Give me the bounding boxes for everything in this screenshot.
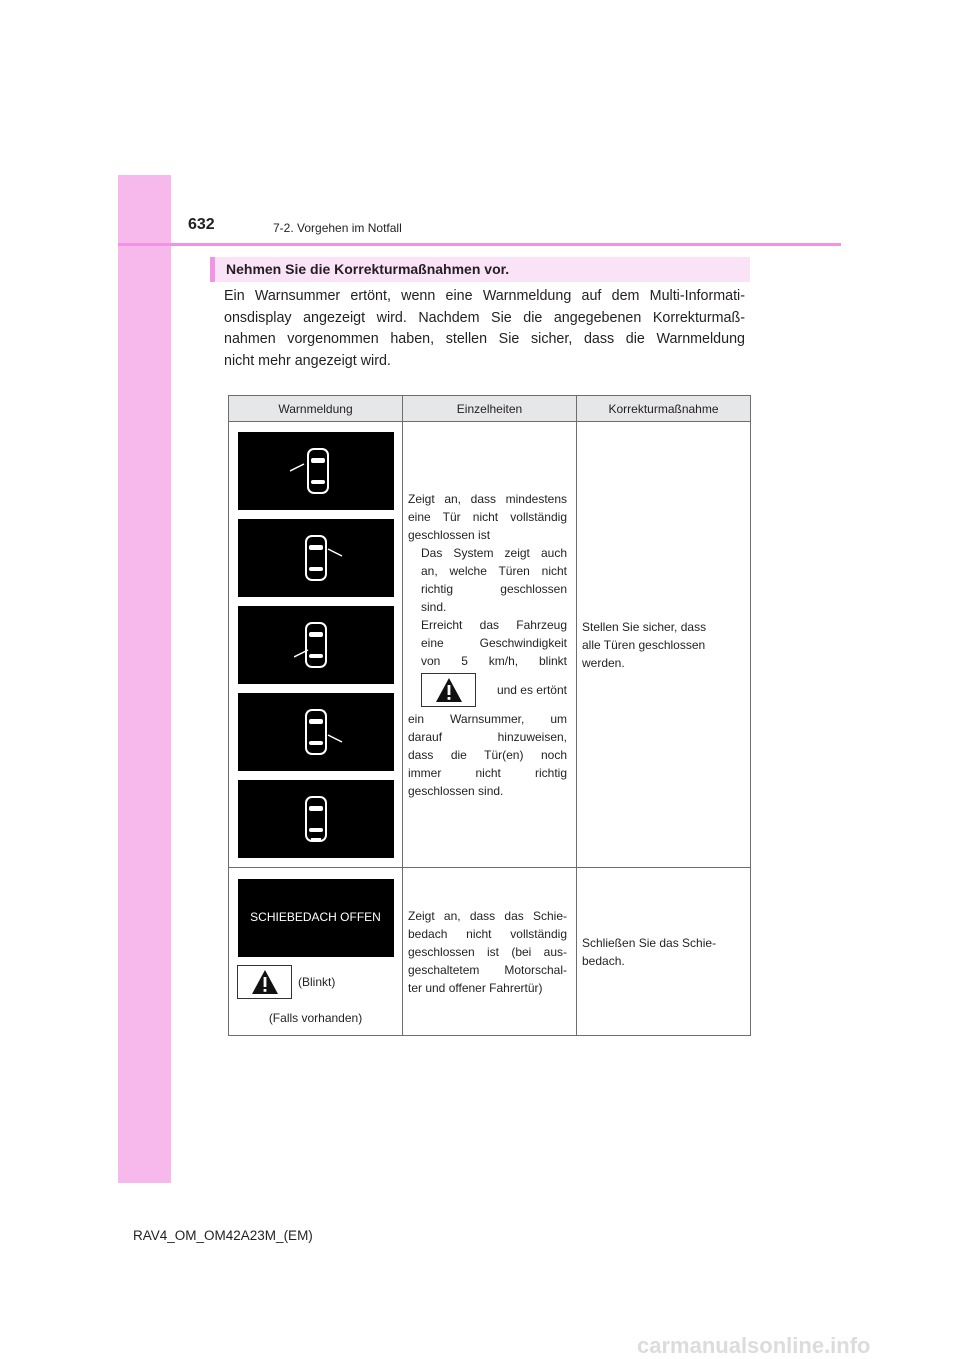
intro-line: onsdisplay angezeigt wird. Nachdem Sie die angegebenen Korrekturmaß- <box>224 309 745 326</box>
car-rear-left-door-icon <box>304 622 328 668</box>
detail-line: richtig geschlossen <box>421 581 567 596</box>
detail-line: eine Geschwindigkeit <box>421 635 567 650</box>
action-line: Stellen Sie sicher, dass <box>582 619 707 634</box>
door-open-screen <box>238 606 394 684</box>
detail-line: von 5 km/h, blinkt <box>421 653 567 668</box>
detail-line: geschlossen ist <box>408 527 491 542</box>
table-header-row <box>229 396 751 422</box>
action-line: bedach. <box>582 953 625 968</box>
open-door-line-icon <box>326 547 346 557</box>
detail-line: an, welche Türen nicht <box>421 563 567 578</box>
optional-label: (Falls vorhanden) <box>268 1011 363 1025</box>
side-tab <box>118 175 171 1183</box>
header-rule <box>118 243 841 246</box>
door-open-screen <box>238 693 394 771</box>
car-front-right-door-icon <box>304 535 328 581</box>
detail-line: Zeigt an, dass mindestens <box>408 491 567 506</box>
details-cell <box>403 422 577 868</box>
detail-line: Das System zeigt auch <box>421 545 567 560</box>
action-cell <box>577 422 751 868</box>
car-back-door-icon <box>304 796 328 842</box>
detail-line: geschaltetem Motorschal- <box>408 962 567 977</box>
action-cell <box>577 868 751 1036</box>
detail-line: eine Tür nicht vollständig <box>408 509 567 524</box>
col-header: Einzelheiten <box>403 396 577 422</box>
detail-line: Erreicht das Fahrzeug <box>421 617 567 632</box>
col-header: Warnmeldung <box>229 396 403 422</box>
section-title: 7-2. Vorgehen im Notfall <box>273 221 402 235</box>
watermark: carmanualsonline.info <box>637 1333 871 1358</box>
page-number: 632 <box>188 216 215 233</box>
car-rear-right-door-icon <box>304 709 328 755</box>
detail-line: bedach nicht vollständig <box>408 926 567 941</box>
intro-line: nahmen vorgenommen haben, stellen Sie sicher, dass die Warnmeldung <box>224 331 745 347</box>
intro-paragraph <box>224 286 745 372</box>
detail-line: Zeigt an, dass das Schie- <box>408 908 567 923</box>
door-open-screen <box>238 432 394 510</box>
table-row <box>229 422 751 868</box>
warning-cell <box>229 868 403 1036</box>
master-warning-icon <box>237 965 292 999</box>
detail-line: immer nicht richtig <box>408 765 567 780</box>
master-warning-icon <box>421 673 476 707</box>
intro-line: Ein Warnsummer ertönt, wenn eine Warnmeldung auf dem Multi-Informati- <box>224 288 745 304</box>
blink-line <box>237 965 402 999</box>
warning-cell <box>229 422 403 868</box>
detail-line: darauf hinzuweisen, <box>408 729 567 744</box>
detail-line: sind. <box>421 599 447 614</box>
details-cell <box>403 868 577 1036</box>
col-header: Korrekturmaßnahme <box>577 396 751 422</box>
warning-table <box>228 395 751 1036</box>
open-door-line-icon <box>326 733 346 743</box>
action-line: alle Türen geschlossen <box>582 637 706 652</box>
detail-line: geschlossen ist (bei aus- <box>408 944 567 959</box>
sunroof-screen <box>238 879 394 957</box>
door-open-screen <box>238 519 394 597</box>
heading-bar <box>210 257 750 282</box>
sunroof-message: SCHIEBEDACH OFFEN <box>250 910 381 924</box>
detail-line: und es ertönt <box>496 682 567 697</box>
action-line: Schließen Sie das Schie- <box>582 935 717 950</box>
intro-line: nicht mehr angezeigt wird. <box>224 352 391 369</box>
door-open-screen <box>238 780 394 858</box>
detail-line: dass die Tür(en) noch <box>408 747 567 762</box>
blink-label: (Blinkt) <box>298 975 336 989</box>
footer-code: RAV4_OM_OM42A23M_(EM) <box>133 1228 313 1243</box>
detail-line: geschlossen sind. <box>408 783 504 798</box>
detail-line: ter und offener Fahrertür) <box>408 980 543 995</box>
open-door-line-icon <box>290 462 310 472</box>
warning-icon-line <box>408 673 567 707</box>
table-row <box>229 868 751 1036</box>
heading-text: Nehmen Sie die Korrekturmaßnahmen vor. <box>226 261 510 277</box>
action-line: werden. <box>582 655 625 670</box>
detail-line: ein Warnsummer, um <box>408 711 567 726</box>
open-door-line-icon <box>294 648 314 658</box>
